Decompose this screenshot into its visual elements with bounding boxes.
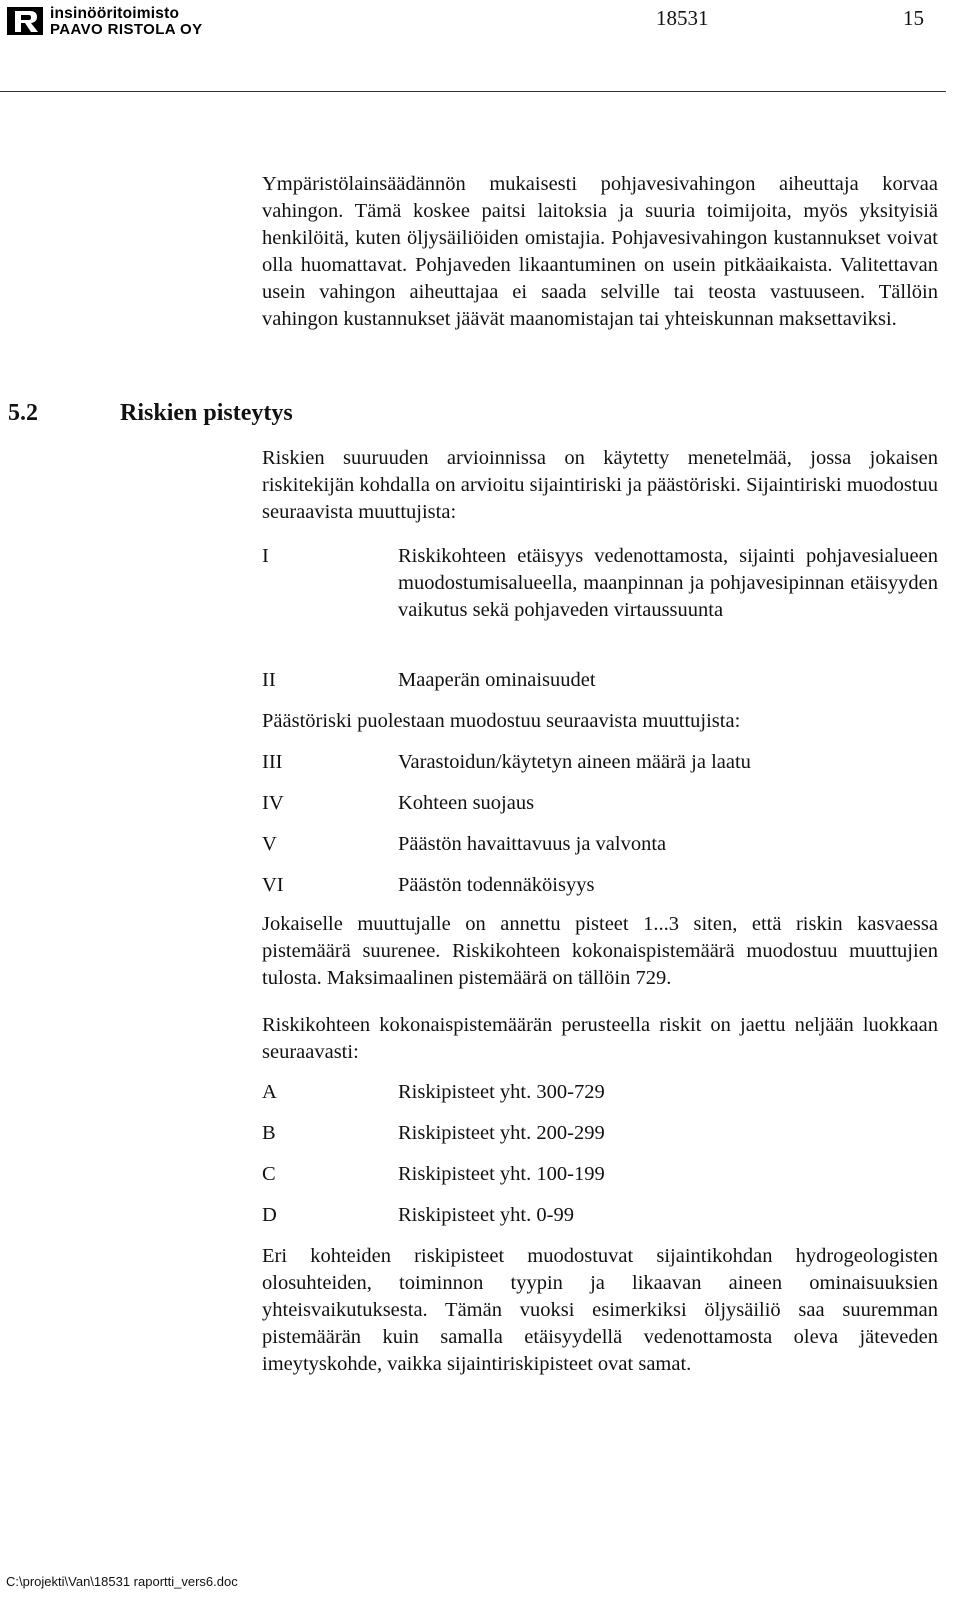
- closing-paragraph: Eri kohteiden riskipisteet muodostuvat sijaintikohdan hydrogeologisten olosuhteiden, toiminnon tyypin ja likaavan aineen ominaisuuksien yhteisvaikutuksesta. Tämän vuoksi esimerkiksi öljysäiliö saa suuremman pistemäärän kuin samalla etäisyydellä vedenottamosta oleva jäteveden imeytyskohde, vaikka sijaintiriskipisteet ovat samat.: [262, 1245, 938, 1375]
- intro-paragraph: Ympäristölainsäädännön mukaisesti pohjavesivahingon aiheuttaja korvaa vahingon. Tämä koskee paitsi laitoksia ja suuria toimijoita, myös yksityisiä henkilöitä, kuten öljysäiliöiden omistajia. Pohjavesivahingon kustannukset voivat olla huomattavat. Pohjaveden likaantuminen on usein pitkäaikaista. Valitettavan usein vahingon aiheuttajaa ei saada selville tai teosta vastuuseen. Tällöin vahingon kustannukset jäävät maanomistajan tai yhteiskunnan maksettaviksi.: [262, 173, 938, 330]
- variable-key: II: [262, 669, 276, 691]
- scoring-paragraph: Jokaiselle muuttujalle on annettu pisteet 1...3 siten, että riskin kasvaessa pistemäärä suurenee. Riskikohteen kokonaispistemäärä muodostuu muuttujien tulosta. Maksimaalinen pistemäärä on tällöin 729.: [262, 913, 938, 989]
- variable-text: Maaperän ominaisuudet: [398, 669, 596, 691]
- variable-text: Päästön havaittavuus ja valvonta: [398, 833, 667, 855]
- classes-intro: Riskikohteen kokonaispistemäärän perusteella riskit on jaettu neljään luokkaan seuraavasti:: [262, 1014, 938, 1063]
- class-text: Riskipisteet yht. 100-199: [398, 1163, 605, 1185]
- page-number: 15: [903, 6, 924, 30]
- class-text: Riskipisteet yht. 300-729: [398, 1081, 605, 1103]
- variable-key: I: [262, 545, 269, 567]
- class-key: B: [262, 1122, 276, 1144]
- class-text: Riskipisteet yht. 200-299: [398, 1122, 605, 1144]
- class-text: Riskipisteet yht. 0-99: [398, 1204, 574, 1226]
- company-logo: [6, 4, 286, 38]
- section-number: 5.2: [8, 400, 38, 426]
- class-key: C: [262, 1163, 276, 1185]
- variable-key: VI: [262, 874, 284, 896]
- class-key: D: [262, 1204, 277, 1226]
- emission-intro: Päästöriski puolestaan muodostuu seuraavista muuttujista:: [262, 710, 741, 732]
- variable-key: III: [262, 751, 283, 773]
- company-name-line1: insinööritoimisto: [50, 5, 180, 22]
- variable-key: IV: [262, 792, 284, 814]
- ristola-logo-icon: [6, 6, 46, 36]
- variable-key: V: [262, 833, 277, 855]
- section-heading: [8, 400, 293, 427]
- variable-text: Varastoidun/käytetyn aineen määrä ja laatu: [398, 751, 751, 773]
- variable-text: Päästön todennäköisyys: [398, 874, 595, 896]
- section-title: Riskien pisteytys: [120, 400, 293, 426]
- variable-text: Kohteen suojaus: [398, 792, 535, 814]
- variable-text: Riskikohteen etäisyys vedenottamosta, sijainti pohjavesialueen muodostumisalueella, maanpinnan ja pohjavesipinnan etäisyyden vaikutus sekä pohjaveden virtaussuunta: [398, 545, 938, 621]
- header-divider: [0, 91, 946, 92]
- company-name-line2: PAAVO RISTOLA OY: [50, 21, 203, 38]
- footer-file-path: C:\projekti\Van\18531 raportti_vers6.doc: [6, 1574, 238, 1589]
- class-key: A: [262, 1081, 277, 1103]
- method-paragraph: Riskien suuruuden arvioinnissa on käytetty menetelmää, jossa jokaisen riskitekijän kohdalla on arvioitu sijaintiriski ja päästöriski. Sijaintiriski muodostuu seuraavista muuttujista:: [262, 447, 938, 523]
- project-number: 18531: [656, 6, 709, 30]
